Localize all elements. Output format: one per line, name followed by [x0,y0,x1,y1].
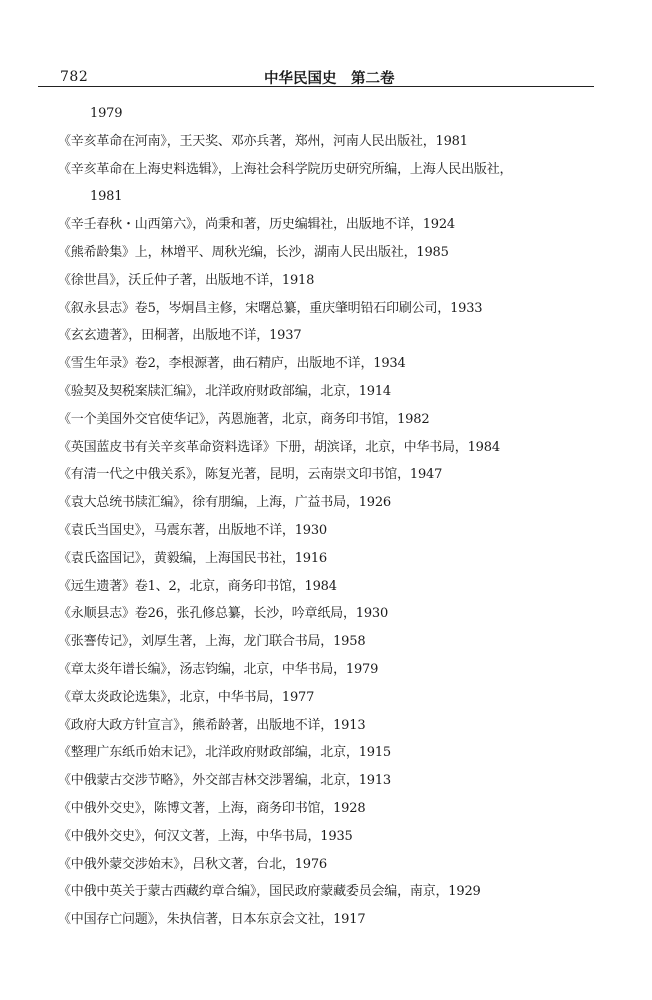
bibliography-entry: 《政府大政方针宣言》，熊希龄著，出版地不详，1913 [58,717,366,733]
bibliography-list [58,100,606,934]
bibliography-entry: 《袁大总统书牍汇编》，徐有朋编，上海，广益书局，1926 [58,495,391,511]
bibliography-entry-continuation: 1981 [90,189,123,205]
bibliography-entry-continuation: 1979 [90,106,123,121]
bibliography-entry: 《有清一代之中俄关系》，陈复光著，昆明，云南崇文印书馆，1947 [58,467,443,483]
bibliography-entry: 《英国蓝皮书有关辛亥革命资料选译》下册，胡滨译，北京，中华书局，1984 [58,439,500,455]
bibliography-entry: 《章太炎年谱长编》，汤志钧编，北京，中华书局，1979 [58,661,379,677]
bibliography-entry: 《辛亥革命在河南》，王天奖、邓亦兵著，郑州，河南人民出版社，1981 [58,133,468,149]
bibliography-entry: 《熊希龄集》上，林增平、周秋光编，长沙，湖南人民出版社，1985 [58,244,449,260]
bibliography-entry: 《徐世昌》，沃丘仲子著，出版地不详，1918 [58,272,315,288]
bibliography-entry: 《雪生年录》卷2，李根源著，曲石精庐，出版地不详，1934 [58,356,406,372]
bibliography-entry: 《一个美国外交官使华记》，芮恩施著，北京，商务印书馆，1982 [58,411,430,427]
bibliography-entry: 《玄玄遗著》，田桐著，出版地不详，1937 [58,328,302,344]
page-header [38,56,594,87]
bibliography-entry: 《叙永县志》卷5，岑炯昌主修，宋曙总纂，重庆肇明铅石印刷公司，1933 [58,300,483,316]
bibliography-entry: 《整理广东纸币始末记》，北洋政府财政部编，北京，1915 [58,745,391,761]
page-number: 782 [60,69,89,85]
bibliography-entry: 《永顺县志》卷26，张孔修总纂，长沙，吟章纸局，1930 [58,606,389,622]
bibliography-entry: 《张謇传记》，刘厚生著，上海，龙门联合书局，1958 [58,634,366,650]
bibliography-entry: 《远生遗著》卷1、2，北京，商务印书馆，1984 [58,578,337,594]
bibliography-entry: 《辛壬春秋・山西第六》，尚秉和著，历史编辑社，出版地不详，1924 [58,217,455,233]
bibliography-entry: 《中俄外交史》，何汉文著，上海，中华书局，1935 [58,828,353,844]
running-title: 中华民国史 第二卷 [264,70,395,87]
bibliography-entry: 《中俄中英关于蒙古西藏约章合编》，国民政府蒙藏委员会编，南京，1929 [58,884,481,900]
bibliography-entry: 《袁氏盗国记》，黄毅编，上海国民书社，1916 [58,550,327,566]
bibliography-entry: 《袁氏当国史》，马震东著，出版地不详，1930 [58,522,327,538]
bibliography-entry: 《验契及契税案牍汇编》，北洋政府财政部编，北京，1914 [58,383,391,399]
bibliography-entry: 《中俄外交史》，陈博文著，上海，商务印书馆，1928 [58,800,366,816]
bibliography-entry: 《中俄蒙古交涉节略》，外交部吉林交涉署编，北京，1913 [58,773,391,789]
bibliography-entry: 《章太炎政论选集》，北京，中华书局，1977 [58,689,315,705]
bibliography-entry: 《辛亥革命在上海史料选辑》，上海社会科学院历史研究所编，上海人民出版社， [58,161,513,177]
bibliography-entry: 《中俄外蒙交涉始末》，吕秋文著，台北，1976 [58,856,327,872]
bibliography-entry: 《中国存亡问题》，朱执信著，日本东京会文社，1917 [58,912,366,928]
